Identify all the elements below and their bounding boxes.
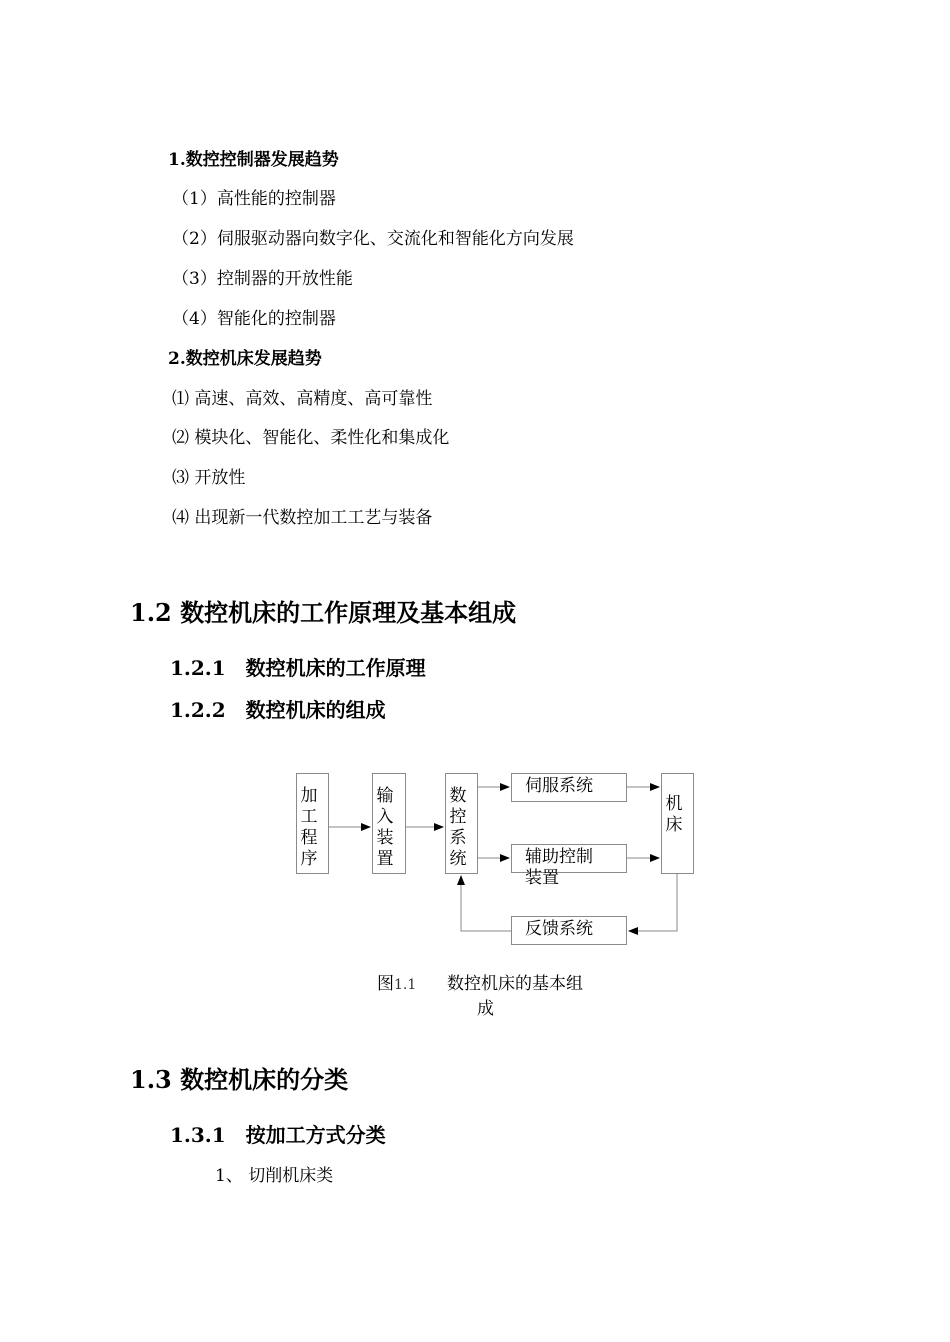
list-item: ⑶ 开放性: [172, 468, 246, 488]
block-text: 机: [665, 794, 683, 814]
list-item: （3）控制器的开放性能: [172, 269, 353, 289]
block-aux-control: [511, 844, 627, 888]
list-item: 1、 切削机床类: [215, 1166, 334, 1186]
caption-title-cont: 成: [477, 999, 494, 1019]
list-item: （4）智能化的控制器: [172, 309, 336, 329]
list-item: （2）伺服驱动器向数字化、交流化和智能化方向发展: [172, 229, 574, 249]
caption-number: 1.1: [394, 977, 417, 993]
caption-label: 图: [377, 974, 394, 994]
block-cnc-system: [445, 773, 478, 874]
block-text: 输: [376, 786, 394, 806]
block-text: 装: [376, 828, 394, 848]
arrow-feedback-to-cnc: [461, 876, 511, 931]
subheading-controller-trends: 1.数控控制器发展趋势: [168, 150, 339, 170]
list-item: ⑷ 出现新一代数控加工工艺与装备: [172, 508, 433, 528]
block-text: 辅助控制: [525, 847, 593, 867]
block-text: 统: [449, 849, 467, 869]
section-heading-1-3: 1.3 数控机床的分类: [130, 1065, 349, 1094]
block-text: 加: [300, 786, 318, 806]
block-servo-system: 伺服系统: [511, 773, 627, 802]
list-item: ⑴ 高速、高效、高精度、高可靠性: [172, 389, 433, 409]
caption-title: 数控机床的基本组: [447, 974, 583, 994]
block-text: 置: [376, 849, 394, 869]
block-input-device: [372, 773, 406, 874]
list-item: （1）高性能的控制器: [172, 189, 336, 209]
block-machine-tool: [661, 773, 694, 874]
block-text: 程: [300, 828, 318, 848]
block-text: 工: [300, 807, 318, 827]
subsection-heading-1-3-1: 1.3.1 按加工方式分类: [170, 1123, 386, 1147]
block-text: 系: [449, 828, 467, 848]
block-text: 装置: [525, 868, 559, 888]
subsection-heading-1-2-1: 1.2.1 数控机床的工作原理: [170, 656, 426, 680]
subheading-machine-trends: 2.数控机床发展趋势: [168, 349, 322, 369]
subsection-heading-1-2-2: 1.2.2 数控机床的组成: [170, 698, 386, 722]
block-feedback-system: 反馈系统: [511, 916, 627, 945]
block-machining-program: [296, 773, 329, 874]
block-text: 入: [376, 807, 394, 827]
block-text: 控: [449, 807, 467, 827]
list-item: ⑵ 模块化、智能化、柔性化和集成化: [172, 428, 450, 448]
block-text: 床: [665, 815, 683, 835]
arrow-machine-to-feedback: [629, 874, 677, 931]
block-text: 数: [449, 786, 467, 806]
section-heading-1-2: 1.2 数控机床的工作原理及基本组成: [130, 598, 517, 627]
block-text: 序: [300, 849, 318, 869]
